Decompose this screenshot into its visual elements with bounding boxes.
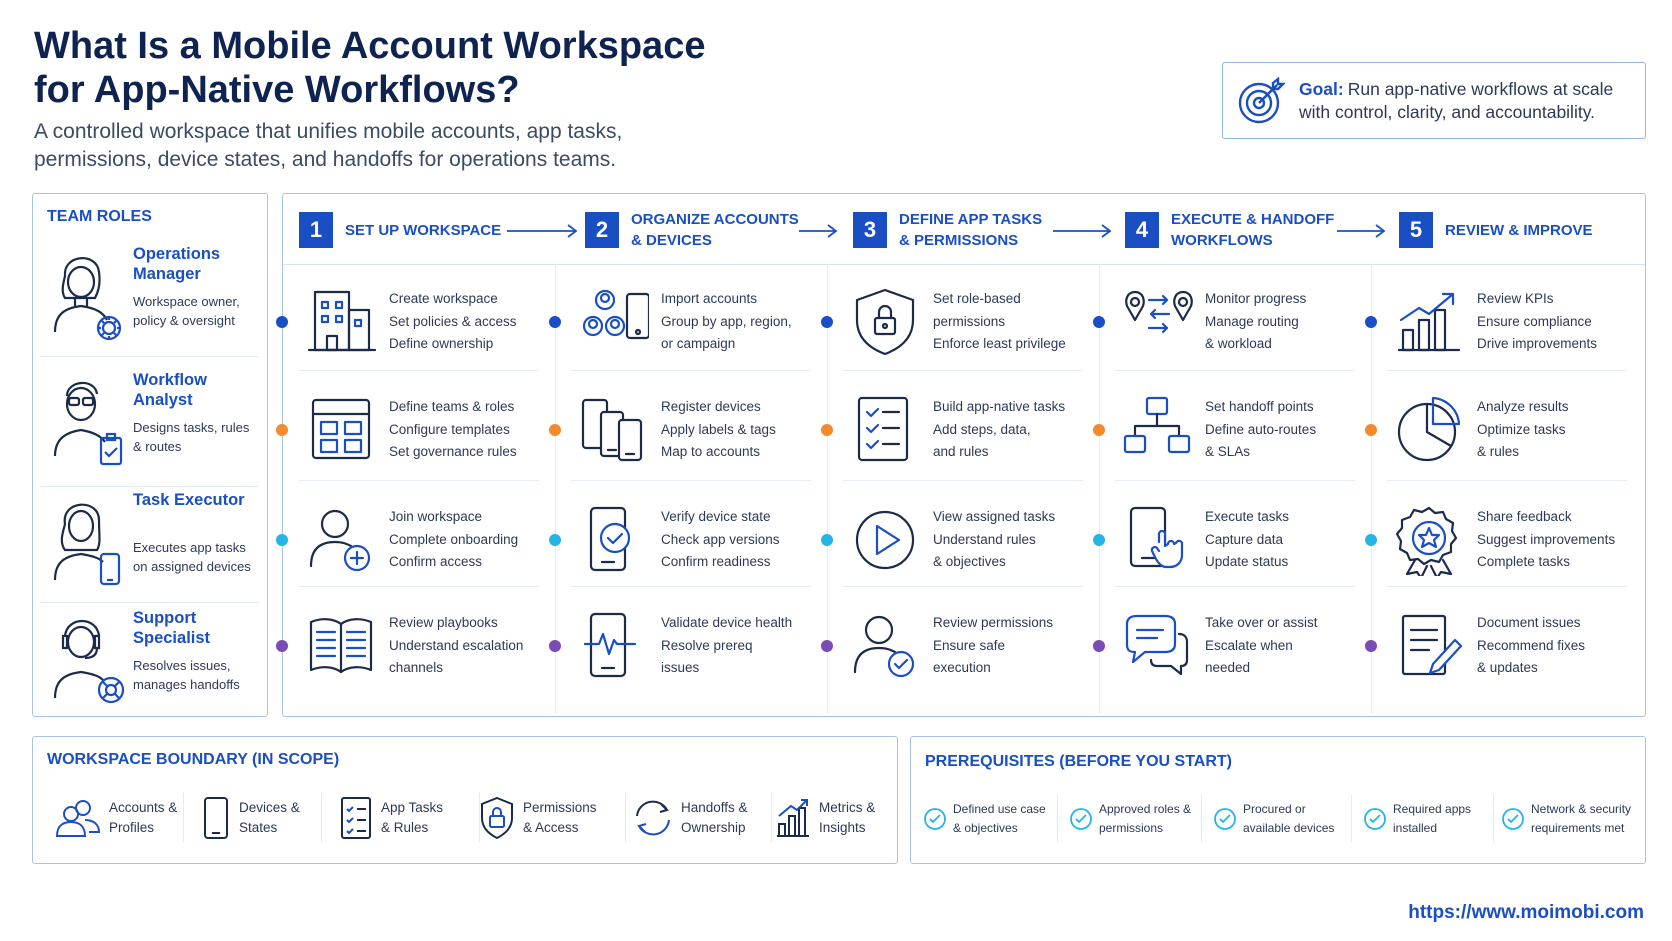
task-line: & rules (1477, 444, 1520, 459)
step-task-cell (827, 484, 1097, 596)
scope-item-handoffs (633, 793, 767, 843)
step-task-cell (1371, 266, 1641, 378)
document-edit-icon (1393, 610, 1465, 682)
task-lines (1205, 288, 1306, 356)
task-line: Review playbooks (389, 615, 498, 630)
task-lines (933, 506, 1055, 574)
row-divider (571, 370, 811, 371)
role-support-specialist (41, 600, 261, 718)
task-line: Set handoff points (1205, 399, 1314, 414)
open-book-icon (305, 610, 377, 682)
task-line: Confirm access (389, 554, 483, 569)
row-marker-dot (821, 316, 833, 328)
row-marker-dot (549, 534, 561, 546)
prereq-divider (1201, 795, 1202, 843)
task-line: Confirm readiness (661, 554, 771, 569)
phone-icon (201, 796, 231, 840)
task-lines (1205, 396, 1316, 464)
row-marker-dot (276, 316, 288, 328)
step-title: SET UP WORKSPACE (345, 221, 502, 239)
task-lines (389, 612, 523, 680)
scope-item-devices (201, 793, 303, 843)
prerequisites-panel (910, 736, 1646, 864)
arrow-right-icon (1337, 224, 1387, 238)
step-number: 5 (1399, 212, 1433, 248)
phone-tap-icon (1121, 504, 1193, 576)
role-description: Workspace owner, policy & oversight (133, 294, 240, 328)
task-line: Suggest improvements (1477, 531, 1616, 547)
scope-divider (321, 793, 322, 843)
task-lines (1477, 612, 1585, 680)
task-line: Apply labels & tags (661, 421, 776, 437)
task-lines (389, 506, 518, 574)
role-description: Executes app tasks on assigned devices (133, 540, 251, 574)
step-task-cell (1371, 484, 1641, 596)
task-line: Recommend fixes (1477, 637, 1586, 653)
row-divider (843, 480, 1083, 481)
step-task-cell (1371, 590, 1641, 702)
task-lines (1477, 396, 1569, 464)
pie-chart-icon (1393, 394, 1465, 466)
task-line: Escalate when (1205, 637, 1293, 653)
step-task-cell (283, 590, 553, 702)
step-task-cell (555, 374, 825, 486)
task-line: & SLAs (1205, 444, 1251, 459)
support-lifebuoy-icon (45, 606, 129, 706)
routing-pins-icon (1121, 286, 1193, 358)
arrow-right-icon (799, 224, 839, 238)
task-line: needed (1205, 660, 1251, 675)
task-line: Drive improvements (1477, 336, 1598, 351)
task-line: issues (661, 660, 700, 675)
task-line: Monitor progress (1205, 291, 1307, 306)
row-marker-dot (549, 424, 561, 436)
row-marker-dot (549, 316, 561, 328)
role-description: Resolves issues, manages handoffs (133, 658, 240, 692)
website-link[interactable]: https://www.moimobi.com (1408, 902, 1644, 923)
chat-bubbles-icon (1121, 610, 1193, 682)
task-line: Define ownership (389, 336, 494, 351)
workspace-boundary-title: WORKSPACE BOUNDARY (IN SCOPE) (47, 751, 340, 768)
task-line: Analyze results (1477, 399, 1569, 414)
row-marker-dot (1093, 424, 1105, 436)
step-number: 1 (299, 212, 333, 248)
target-icon (1237, 77, 1285, 125)
phone-pulse-icon (577, 610, 649, 682)
user-add-icon (305, 504, 377, 576)
step-title: EXECUTE & HANDOFF WORKFLOWS (1171, 211, 1335, 249)
task-lines (1205, 506, 1289, 574)
task-line: Map to accounts (661, 444, 761, 459)
step-header (1399, 208, 1625, 252)
role-divider (39, 356, 259, 357)
bar-chart-icon (775, 798, 811, 838)
scope-label: Metrics & Insights (819, 800, 876, 835)
shield-lock-icon (849, 286, 921, 358)
task-lines (661, 288, 792, 356)
task-line: & updates (1477, 660, 1538, 675)
arrow-right-icon (1053, 224, 1113, 238)
row-marker-dot (1093, 534, 1105, 546)
task-line: Set role-based (933, 291, 1021, 306)
prereq-item (1069, 797, 1199, 841)
prereq-label: Procured or available devices (1243, 802, 1335, 835)
step-task-cell (827, 590, 1097, 702)
row-divider (843, 370, 1083, 371)
row-marker-dot (821, 534, 833, 546)
scope-item-permissions (479, 793, 603, 843)
shield-lock-icon (479, 796, 515, 840)
step-header (853, 208, 1049, 252)
task-line: Execute tasks (1205, 509, 1290, 524)
team-roles-panel (32, 193, 268, 717)
step-task-cell (283, 484, 553, 596)
step-number: 4 (1125, 212, 1159, 248)
row-divider (1115, 480, 1355, 481)
row-marker-dot (1093, 640, 1105, 652)
row-marker-dot (1365, 424, 1377, 436)
handoff-arrows-icon (633, 798, 673, 838)
scope-label: Permissions & Access (523, 800, 597, 835)
arrow-right-icon (507, 224, 579, 238)
task-line: Manage routing (1205, 313, 1299, 329)
check-circle-icon (1501, 807, 1525, 831)
task-line: Check app versions (661, 531, 780, 547)
task-line: and rules (933, 444, 989, 459)
workflow-steps-panel (282, 193, 1646, 717)
checklist-icon (849, 394, 921, 466)
task-line: Configure templates (389, 421, 510, 437)
step-header (299, 208, 505, 252)
task-lines (933, 612, 1053, 680)
task-line: Import accounts (661, 291, 758, 306)
row-divider (299, 586, 539, 587)
task-line: Group by app, region, (661, 313, 792, 329)
check-circle-icon (1213, 807, 1237, 831)
row-divider (1115, 370, 1355, 371)
manager-gear-icon (45, 242, 129, 342)
award-badge-icon (1393, 504, 1465, 576)
step-task-cell (283, 374, 553, 486)
users-icon (55, 798, 101, 838)
workspace-boundary-panel (32, 736, 898, 864)
task-lines (1477, 288, 1597, 356)
building-icon (305, 286, 377, 358)
task-line: View assigned tasks (933, 509, 1056, 524)
task-lines (1205, 612, 1318, 680)
scope-divider (183, 793, 184, 843)
row-marker-dot (549, 640, 561, 652)
play-icon (849, 504, 921, 576)
step-task-cell (1099, 484, 1369, 596)
step-number: 3 (853, 212, 887, 248)
row-divider (1387, 586, 1627, 587)
task-line: Take over or assist (1205, 615, 1318, 630)
task-line: Update status (1205, 554, 1289, 569)
task-line: Build app-native tasks (933, 399, 1066, 414)
task-line: Review permissions (933, 615, 1054, 630)
task-line: Resolve prereq (661, 637, 753, 653)
devices-icon (577, 394, 649, 466)
scope-label: Handoffs & Ownership (681, 800, 748, 835)
task-list-icon (339, 796, 373, 840)
step-number: 2 (585, 212, 619, 248)
row-marker-dot (1093, 316, 1105, 328)
row-divider (571, 586, 811, 587)
page-subtitle: A controlled workspace that unifies mobile accounts, app tasks, permissions, device states, and handoffs for operations teams. (34, 120, 623, 171)
task-lines (1477, 506, 1615, 574)
task-lines (389, 288, 517, 356)
task-line: execution (933, 660, 991, 675)
role-name: Task Executor (133, 491, 245, 509)
step-title: REVIEW & IMPROVE (1445, 221, 1593, 239)
task-line: channels (389, 660, 444, 675)
executor-phone-icon (45, 488, 129, 588)
role-operations-manager (41, 236, 261, 354)
step-task-cell (555, 484, 825, 596)
prereq-item (1213, 797, 1343, 841)
goal-box (1222, 62, 1646, 139)
step-header (1125, 208, 1341, 252)
prereq-label: Defined use case & objectives (953, 802, 1046, 835)
task-line: Set governance rules (389, 444, 517, 459)
step-task-cell (283, 266, 553, 378)
step-task-cell (827, 266, 1097, 378)
step-task-cell (1099, 374, 1369, 486)
task-line: Capture data (1205, 531, 1284, 547)
task-line: Share feedback (1477, 509, 1572, 524)
header-divider (283, 264, 1645, 265)
prereq-item (1363, 797, 1483, 841)
task-line: Understand rules (933, 531, 1036, 547)
row-marker-dot (1365, 640, 1377, 652)
task-lines (389, 396, 517, 464)
prereq-divider (1493, 795, 1494, 843)
task-line: Define auto-routes (1205, 421, 1317, 437)
row-divider (299, 480, 539, 481)
analyst-clipboard-icon (45, 368, 129, 468)
goal-description: Run app-native workflows at scale with control, clarity, and accountability. (1299, 78, 1614, 122)
task-line: Register devices (661, 399, 761, 414)
task-line: Optimize tasks (1477, 421, 1566, 437)
check-circle-icon (1363, 807, 1387, 831)
prerequisites-title: PREREQUISITES (BEFORE YOU START) (925, 753, 1232, 770)
scope-item-metrics (775, 793, 889, 843)
row-marker-dot (276, 640, 288, 652)
task-line: & objectives (933, 554, 1006, 569)
step-task-cell (1371, 374, 1641, 486)
role-name: Support Specialist (133, 609, 211, 647)
step-header (585, 208, 801, 252)
goal-label: Goal: (1299, 78, 1344, 99)
check-circle-icon (1069, 807, 1093, 831)
task-lines (933, 396, 1065, 464)
scope-divider (771, 793, 772, 843)
row-divider (1115, 586, 1355, 587)
task-line: Document issues (1477, 615, 1581, 630)
task-line: Validate device health (661, 615, 793, 630)
prereq-label: Required apps installed (1393, 802, 1472, 835)
role-description: Designs tasks, rules & routes (133, 420, 250, 454)
prereq-divider (1057, 795, 1058, 843)
row-marker-dot (821, 424, 833, 436)
task-line: Verify device state (661, 509, 771, 524)
step-title: ORGANIZE ACCOUNTS & DEVICES (631, 211, 799, 249)
check-circle-icon (923, 807, 947, 831)
role-workflow-analyst (41, 362, 261, 480)
phone-check-icon (577, 504, 649, 576)
role-task-executor (41, 482, 261, 600)
task-line: Set policies & access (389, 313, 517, 329)
row-divider (571, 480, 811, 481)
scope-item-accounts (55, 793, 179, 843)
step-title: DEFINE APP TASKS & PERMISSIONS (899, 211, 1043, 249)
row-marker-dot (1365, 534, 1377, 546)
step-task-cell (827, 374, 1097, 486)
role-name: Operations Manager (133, 245, 221, 283)
task-line: Enforce least privilege (933, 336, 1066, 351)
hierarchy-icon (1121, 394, 1193, 466)
task-line: Define teams & roles (389, 399, 515, 414)
task-lines (661, 506, 780, 574)
step-task-cell (555, 590, 825, 702)
row-marker-dot (276, 534, 288, 546)
prereq-divider (1351, 795, 1352, 843)
task-line: permissions (933, 313, 1006, 329)
row-marker-dot (1365, 316, 1377, 328)
row-divider (299, 370, 539, 371)
prereq-item (1501, 797, 1657, 841)
task-line: Join workspace (389, 509, 483, 524)
prereq-item (923, 797, 1057, 841)
scope-divider (625, 793, 626, 843)
scope-item-app-tasks (339, 793, 451, 843)
row-divider (1387, 480, 1627, 481)
accounts-phone-icon (577, 286, 649, 358)
scope-label: Accounts & Profiles (109, 800, 178, 835)
task-line: Complete tasks (1477, 554, 1571, 569)
team-roles-title: TEAM ROLES (47, 208, 152, 225)
scope-label: App Tasks & Rules (381, 800, 444, 835)
row-divider (843, 586, 1083, 587)
step-task-cell (1099, 590, 1369, 702)
task-lines (661, 612, 792, 680)
page-title: What Is a Mobile Account Workspace for App-Native Workflows? (34, 25, 706, 111)
task-lines (933, 288, 1066, 356)
task-line: Review KPIs (1477, 291, 1554, 306)
task-line: & workload (1205, 336, 1272, 351)
goal-text (1299, 78, 1645, 124)
task-line: Understand escalation (389, 637, 524, 653)
task-lines (661, 396, 776, 464)
prereq-label: Approved roles & permissions (1099, 802, 1192, 835)
task-line: Ensure compliance (1477, 313, 1592, 329)
scope-label: Devices & States (239, 800, 300, 835)
growth-chart-icon (1393, 286, 1465, 358)
step-task-cell (555, 266, 825, 378)
task-line: Complete onboarding (389, 531, 519, 547)
task-line: Create workspace (389, 291, 498, 306)
task-line: or campaign (661, 336, 736, 351)
prereq-label: Network & security requirements met (1531, 802, 1632, 835)
task-line: Add steps, data, (933, 421, 1031, 437)
user-check-icon (849, 610, 921, 682)
task-line: Ensure safe (933, 637, 1006, 653)
template-grid-icon (305, 394, 377, 466)
row-divider (1387, 370, 1627, 371)
step-task-cell (1099, 266, 1369, 378)
row-marker-dot (276, 424, 288, 436)
row-marker-dot (821, 640, 833, 652)
role-name: Workflow Analyst (133, 371, 207, 409)
